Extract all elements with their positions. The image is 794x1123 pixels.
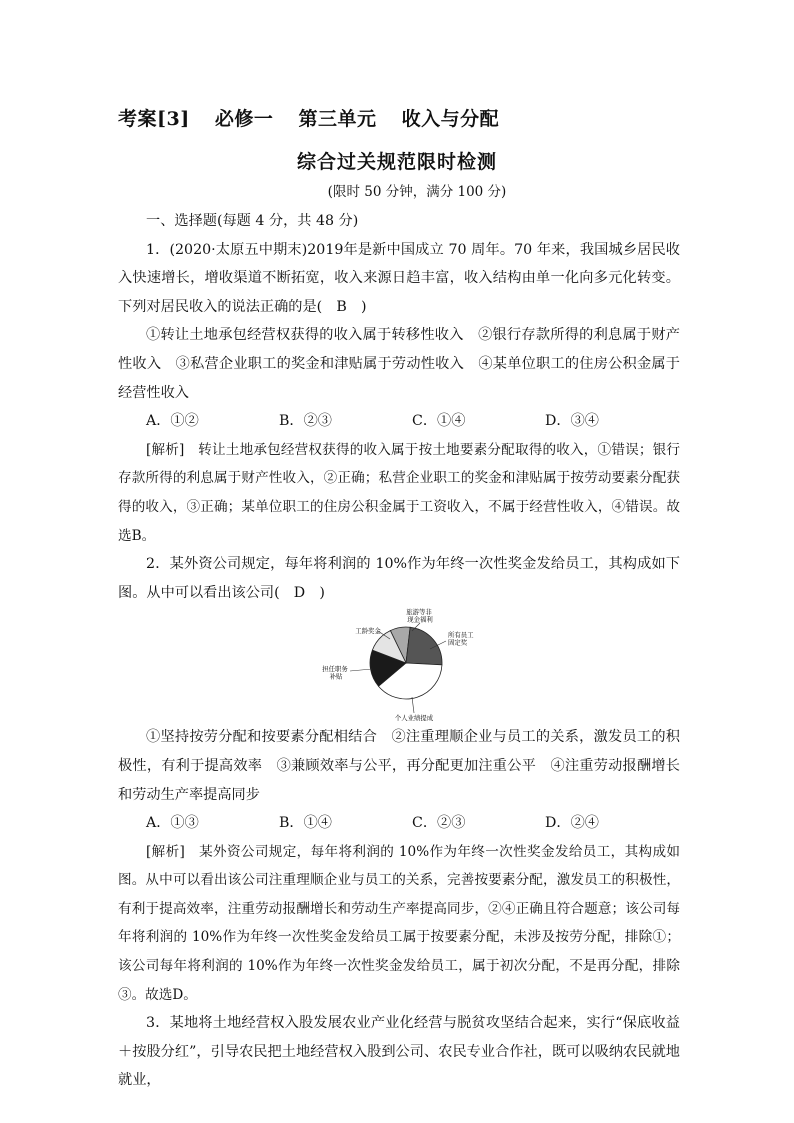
- label-position-line2: 补贴: [329, 672, 343, 681]
- label-performance: 个人业绩提成: [394, 714, 434, 723]
- q2-option-a: A．①③: [146, 815, 199, 832]
- q2-option-b: B．①④: [279, 815, 332, 832]
- q1-option-c: C．①④: [412, 413, 466, 430]
- q2-statements: ①坚持按劳分配和按要素分配相结合 ②注重理顺企业与员工的关系，激发员工的积极性，有利于提高效率 ③兼顾效率与公平，再分配更加注重公平 ④注重劳动报酬增长和劳动生产率提高同步: [118, 729, 680, 803]
- q2-option-c: C．②③: [412, 815, 466, 832]
- header-case-number: 考案[3]: [118, 108, 190, 130]
- header-unit: 第三单元: [298, 108, 377, 130]
- subtitle: (限时 50 分钟，满分 100 分): [327, 184, 507, 200]
- section-heading: 一、选择题(每题 4 分，共 48 分): [146, 213, 359, 229]
- q1-option-d: D．③④: [545, 413, 599, 430]
- q1-option-b: B．②③: [279, 413, 332, 430]
- q3-stem: 3．某地将土地经营权入股发展农业产业化经营与脱贫攻坚结合起来，实行“保底收益＋按股分红”，引导农民把土地经营权入股到公司、农民专业合作社，既可以吸纳农民就地就业，: [118, 1015, 680, 1089]
- label-position-line1: 担任职务: [322, 665, 348, 674]
- label-position: [322, 664, 350, 681]
- header-volume: 必修一: [214, 108, 274, 130]
- label-seniority: 工龄奖金: [355, 627, 381, 636]
- q1-stem: 1．(2020·太原五中期末)2019年是新中国成立 70 周年。70 年来，我国城乡居民收入快速增长，增收渠道不断拓宽，收入来源日趋丰富，收入结构由单一化向多元化转变。下列对居民收入的说法正确的是( B ): [118, 241, 680, 315]
- q1-statements: ①转让土地承包经营权获得的收入属于转移性收入 ②银行存款所得的利息属于财产性收入 ③私营企业职工的奖金和津贴属于劳动性收入 ④某单位职工的住房公积金属于经营性收入: [118, 327, 680, 401]
- q2-options: [118, 809, 680, 838]
- header-topic: 收入与分配: [401, 108, 500, 130]
- q1-analysis: [解析] 转让土地承包经营权获得的收入属于按土地要素分配取得的收入，①错误；银行存款所得的利息属于财产性收入，②正确；私营企业职工的奖金和津贴属于按劳动要素分配获得的收入，③正确；某单位职工的住房公积金属于工资收入，不属于经营性收入，④错误。故选B。: [118, 441, 680, 544]
- label-travel-line2: 现金福利: [407, 615, 433, 624]
- label-fixed-line1: 所有员工: [448, 631, 474, 640]
- body-text: [118, 207, 680, 1095]
- q1-option-a: A．①②: [146, 413, 199, 430]
- pie-chart-container: [118, 607, 680, 723]
- q2-option-d: D．②④: [545, 815, 599, 832]
- label-fixed: [448, 630, 476, 647]
- label-fixed-line2: 固定奖: [448, 638, 468, 647]
- q2-stem: 2．某外资公司规定，每年将利润的 10%作为年终一次性奖金发给员工，其构成如下图。从中可以看出该公司( D ): [118, 556, 680, 601]
- main-title: 综合过关规范限时检测: [296, 151, 497, 173]
- pie-chart: [314, 607, 494, 723]
- q1-options: [118, 407, 680, 436]
- label-travel-line1: 旅游等非: [406, 608, 432, 617]
- header-title: [118, 104, 517, 131]
- leader-performance: [412, 697, 414, 713]
- leader-position: [350, 669, 372, 671]
- q2-analysis: [解析] 某外资公司规定，每年将利润的 10%作为年终一次性奖金发给员工，其构成如图。从中可以看出该公司注重理顺企业与员工的关系，完善按要素分配，激发员工的积极性，有利于提高效率，注重劳动报酬增长和劳动生产率提高同步，②④正确且符合题意；该公司每年将利润的 10%作为年终一次性奖金发给员工属于按要素分配，未涉及按劳分配，排除①；该公司每年将利润的 10%作为年终一次性奖金发给员工，属于初次分配，不是再分配，排除③。故选D。: [118, 843, 680, 1003]
- label-travel: [406, 607, 434, 624]
- slice-fixed: [406, 628, 442, 666]
